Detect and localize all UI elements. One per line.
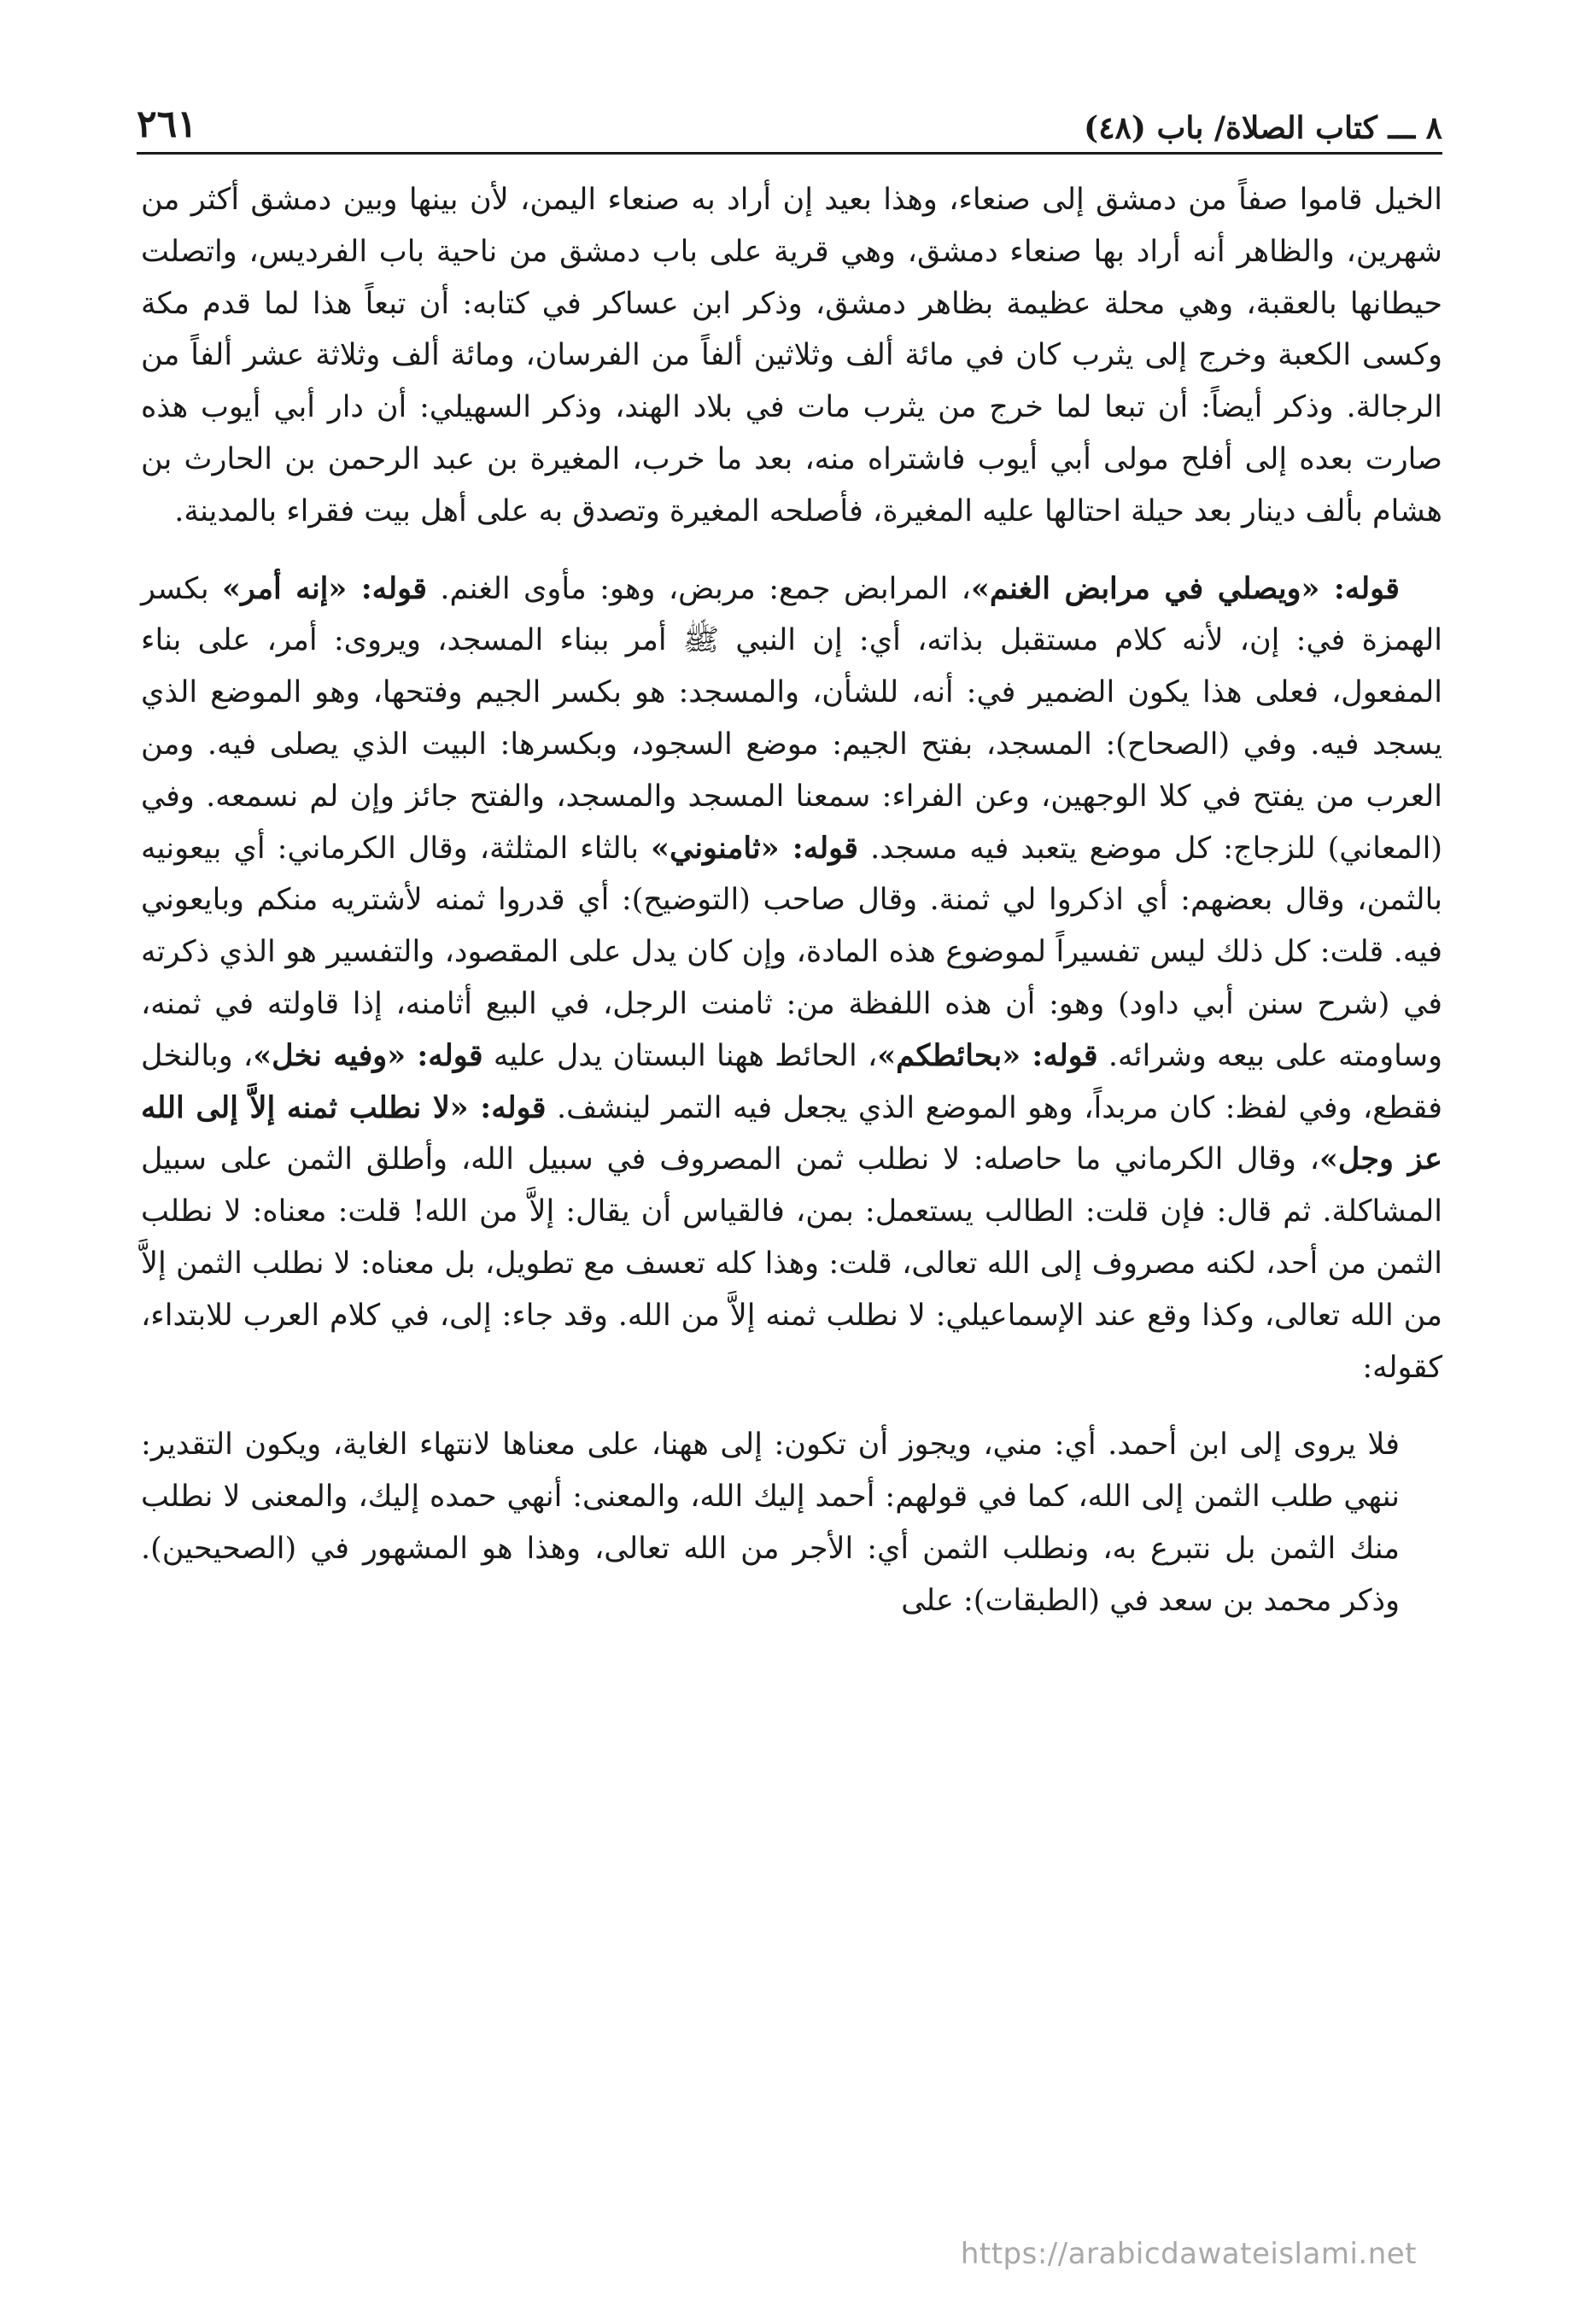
commentary-text: ، الحائط ههنا البستان يدل عليه	[482, 1038, 878, 1073]
commentary-text: ، وقال الكرماني ما حاصله: لا نطلب ثمن المصروف في سبيل الله، وأطلق الثمن على سبيل المشاكلة. ثم قال: فإن قلت: الطالب يستعمل: بمن، فالقياس أن يقال: إلاَّ من الله! قلت: معناه: لا نطلب الثمن من أحد، لكنه مصروف إلى الله تعالى، قلت: وهذا كله تعسف مع تطويل، بل معناه: لا نطلب الثمن إلاَّ من الله تعالى، وكذا وقع عند الإسماعيلي: لا نطلب ثمنه إلاَّ من الله. وقد جاء: إلى، في كلام العرب للابتداء، كقوله:	[141, 1142, 1442, 1385]
running-head	[137, 92, 1442, 146]
page-number: ٢٦١	[137, 102, 197, 146]
commentary-text: بالثاء المثلثة، وقال الكرماني: أي بيعونيه بالثمن، وقال بعضهم: أي اذكروا لي ثمنة. وقال صاحب (التوضيح): أي قدروا ثمنه لأشتريه منكم وبايعوني فيه. قلت: كل ذلك ليس تفسيراً لموضوع هذه المادة، وإن كان يدل على المقصود، والتفسير هو الذي ذكرته في (شرح سنن أبي داود) وهو: أن هذه اللفظة من: ثامنت الرجل، في البيع أثامنه، إذا قاولته في ثمنه، وساومته على بيعه وشرائه.	[141, 831, 1442, 1073]
commentary-text: أي: مني، ويجوز أن تكون: إلى ههنا، على معناها لانتهاء الغاية، ويكون التقدير: ننهي طلب الثمن إلى الله، كما في قولهم: أحمد إليك الله، والمعنى: أنهي حمده إليك، والمعنى لا نطلب منك الثمن بل نتبرع به، ونطلب الثمن أي: الأجر من الله تعالى، وهذا هو المشهور في (الصحيحين). وذكر محمد بن سعد في (الطبقات): على	[141, 1428, 1400, 1618]
commentary-text: ، وبالنخل فقطع، وفي لفظ: كان مربداً، وهو الموضع الذي يجعل فيه التمر لينشف.	[141, 1038, 1442, 1125]
paragraph-2	[141, 563, 1442, 1394]
website-watermark: https://arabicdawateislami.net	[960, 2237, 1417, 2271]
header-rule	[137, 152, 1442, 155]
body-text	[141, 174, 1442, 1627]
chapter-title: ٨ ـــ كتاب الصلاة/ باب (٤٨)	[1084, 110, 1442, 146]
quote-lemma: قوله: «لا نطلب ثمنه إلاَّ إلى الله عز وجل»	[141, 1089, 1442, 1177]
quote-lemma: قوله: «ثامنوني»	[651, 830, 858, 866]
paragraph-spacer	[141, 1393, 1442, 1419]
poetry-verse: فلا يروى إلى ابن أحمد.	[1108, 1428, 1400, 1463]
paragraph-3	[141, 1419, 1442, 1626]
quote-lemma: قوله: «إنه أمر»	[222, 570, 427, 606]
commentary-text: ، المرابض جمع: مربض، وهو: مأوى الغنم.	[426, 571, 971, 606]
paragraph-1: الخيل قاموا صفاً من دمشق إلى صنعاء، وهذا بعيد إن أراد به صنعاء اليمن، لأن بينها وبين دمشق أكثر من شهرين، والظاهر أنه أراد بها صنعاء دمشق، وهي قرية على باب دمشق من ناحية باب الفرديس، واتصلت حيطانها بالعقبة، وهي محلة عظيمة بظاهر دمشق، وذكر ابن عساكر في كتابه: أن تبعاً هذا لما قدم مكة وكسى الكعبة وخرج إلى يثرب كان في مائة ألف وثلاثين ألفاً من الفرسان، ومائة ألف وثلاثة عشر ألفاً من الرجالة. وذكر أيضاً: أن تبعا لما خرج من يثرب مات في بلاد الهند، وذكر السهيلي: أن دار أبي أيوب هذه صارت بعده إلى أفلح مولى أبي أيوب فاشتراه منه، بعد ما خرب، المغيرة بن عبد الرحمن بن الحارث بن هشام بألف دينار بعد حيلة احتالها عليه المغيرة، فأصلحه المغيرة وتصدق به على أهل بيت فقراء بالمدينة.	[141, 183, 1442, 528]
quote-lemma: قوله: «ويصلي في مرابض الغنم»	[970, 570, 1400, 606]
paragraph-spacer	[141, 538, 1442, 563]
commentary-text: بكسر الهمزة في: إن، لأنه كلام مستقبل بذاته، أي: إن النبي ﷺ أمر ببناء المسجد، ويروى: أمر، على بناء المفعول، فعلى هذا يكون الضمير في: أنه، للشأن، والمسجد: هو بكسر الجيم وفتحها، وهو الموضع الذي يسجد فيه. وفي (الصحاح): المسجد، بفتح الجيم: موضع السجود، وبكسرها: البيت الذي يصلى فيه. ومن العرب من يفتح في كلا الوجهين، وعن الفراء: سمعنا المسجد والمسجد، والفتح جائز وإن لم نسمعه. وفي (المعاني) للزجاج: كل موضع يتعبد فيه مسجد.	[141, 571, 1442, 866]
quote-lemma: قوله: «بحائطكم»	[877, 1037, 1098, 1073]
quote-lemma: قوله: «وفيه نخل»	[253, 1037, 483, 1073]
